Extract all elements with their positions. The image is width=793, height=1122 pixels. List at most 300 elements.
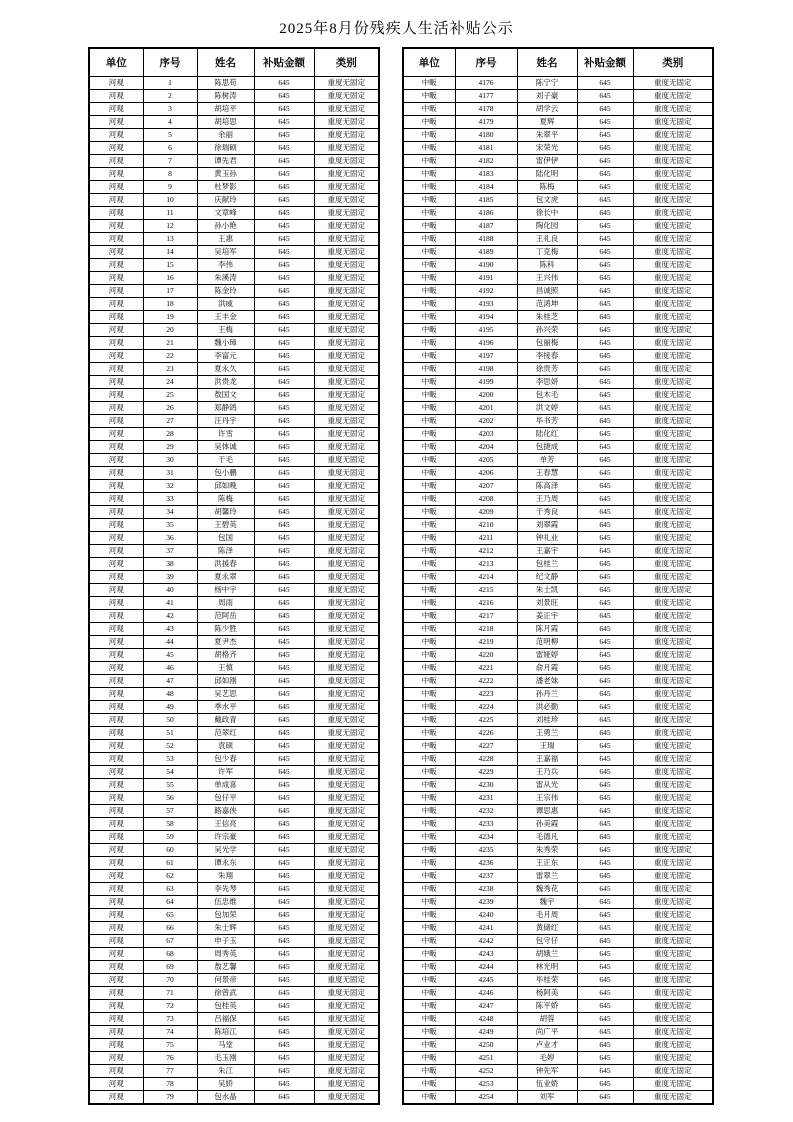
unit-cell: 中畈 bbox=[403, 1013, 455, 1026]
name-cell: 吴培军 bbox=[197, 246, 254, 259]
amount-cell: 645 bbox=[254, 337, 314, 350]
name-cell: 吴艺思 bbox=[197, 688, 254, 701]
category-cell: 重度无固定 bbox=[633, 935, 713, 948]
serial-cell: 4228 bbox=[455, 753, 517, 766]
name-cell: 洪文婷 bbox=[517, 402, 577, 415]
amount-cell: 645 bbox=[254, 116, 314, 129]
table-row bbox=[89, 1013, 379, 1026]
serial-cell: 21 bbox=[143, 337, 197, 350]
unit-cell: 中畈 bbox=[403, 766, 455, 779]
name-cell: 陈树涛 bbox=[197, 90, 254, 103]
serial-cell: 33 bbox=[143, 493, 197, 506]
amount-cell: 645 bbox=[577, 987, 633, 1000]
category-cell: 重度无固定 bbox=[314, 428, 379, 441]
unit-cell: 中畈 bbox=[403, 675, 455, 688]
amount-cell: 645 bbox=[254, 376, 314, 389]
table-row bbox=[403, 818, 713, 831]
unit-cell: 中畈 bbox=[403, 922, 455, 935]
name-cell: 朱桂芝 bbox=[517, 311, 577, 324]
serial-cell: 4180 bbox=[455, 129, 517, 142]
amount-cell: 645 bbox=[577, 1065, 633, 1078]
serial-cell: 67 bbox=[143, 935, 197, 948]
serial-cell: 4246 bbox=[455, 987, 517, 1000]
serial-cell: 4208 bbox=[455, 493, 517, 506]
table-row bbox=[89, 129, 379, 142]
table-row bbox=[403, 363, 713, 376]
category-cell: 重度无固定 bbox=[314, 896, 379, 909]
name-cell: 洪必勤 bbox=[517, 701, 577, 714]
table-row bbox=[89, 987, 379, 1000]
category-cell: 重度无固定 bbox=[633, 337, 713, 350]
amount-cell: 645 bbox=[254, 259, 314, 272]
table-row bbox=[403, 402, 713, 415]
amount-cell: 645 bbox=[254, 558, 314, 571]
amount-cell: 645 bbox=[254, 467, 314, 480]
serial-cell: 4223 bbox=[455, 688, 517, 701]
unit-cell: 河观 bbox=[89, 688, 143, 701]
amount-cell: 645 bbox=[254, 948, 314, 961]
table-row bbox=[403, 155, 713, 168]
serial-cell: 39 bbox=[143, 571, 197, 584]
unit-cell: 河观 bbox=[89, 493, 143, 506]
unit-cell: 河观 bbox=[89, 181, 143, 194]
name-cell: 邱如晚 bbox=[197, 480, 254, 493]
table-row bbox=[89, 181, 379, 194]
category-cell: 重度无固定 bbox=[633, 740, 713, 753]
serial-cell: 4250 bbox=[455, 1039, 517, 1052]
serial-cell: 4220 bbox=[455, 649, 517, 662]
table-row bbox=[89, 233, 379, 246]
name-cell: 胡培平 bbox=[197, 103, 254, 116]
category-cell: 重度无固定 bbox=[633, 77, 713, 90]
category-cell: 重度无固定 bbox=[633, 493, 713, 506]
serial-cell: 4237 bbox=[455, 870, 517, 883]
amount-cell: 645 bbox=[577, 636, 633, 649]
name-cell: 袁硕 bbox=[197, 740, 254, 753]
column-header: 单位 bbox=[89, 48, 143, 77]
category-cell: 重度无固定 bbox=[633, 415, 713, 428]
category-cell: 重度无固定 bbox=[633, 844, 713, 857]
name-cell: 王碧英 bbox=[197, 519, 254, 532]
table-row bbox=[89, 1078, 379, 1091]
name-cell: 毛德凡 bbox=[517, 831, 577, 844]
serial-cell: 17 bbox=[143, 285, 197, 298]
unit-cell: 河观 bbox=[89, 142, 143, 155]
table-row bbox=[403, 1013, 713, 1026]
serial-cell: 4241 bbox=[455, 922, 517, 935]
unit-cell: 河观 bbox=[89, 194, 143, 207]
unit-cell: 中畈 bbox=[403, 272, 455, 285]
name-cell: 洪援春 bbox=[197, 558, 254, 571]
unit-cell: 河观 bbox=[89, 1013, 143, 1026]
unit-cell: 中畈 bbox=[403, 493, 455, 506]
name-cell: 洪贵龙 bbox=[197, 376, 254, 389]
name-cell: 包丽梅 bbox=[517, 337, 577, 350]
category-cell: 重度无固定 bbox=[314, 155, 379, 168]
amount-cell: 645 bbox=[577, 519, 633, 532]
name-cell: 孙小艳 bbox=[197, 220, 254, 233]
serial-cell: 61 bbox=[143, 857, 197, 870]
table-row bbox=[403, 545, 713, 558]
amount-cell: 645 bbox=[254, 870, 314, 883]
serial-cell: 4213 bbox=[455, 558, 517, 571]
table-row bbox=[89, 441, 379, 454]
name-cell: 包少春 bbox=[197, 753, 254, 766]
serial-cell: 30 bbox=[143, 454, 197, 467]
amount-cell: 645 bbox=[577, 779, 633, 792]
serial-cell: 4227 bbox=[455, 740, 517, 753]
amount-cell: 645 bbox=[577, 571, 633, 584]
name-cell: 杨阿美 bbox=[517, 987, 577, 1000]
unit-cell: 中畈 bbox=[403, 480, 455, 493]
amount-cell: 645 bbox=[577, 1039, 633, 1052]
amount-cell: 645 bbox=[577, 1000, 633, 1013]
serial-cell: 4194 bbox=[455, 311, 517, 324]
serial-cell: 4181 bbox=[455, 142, 517, 155]
name-cell: 朱秀荣 bbox=[517, 844, 577, 857]
table-row bbox=[403, 909, 713, 922]
table-row bbox=[89, 883, 379, 896]
category-cell: 重度无固定 bbox=[633, 766, 713, 779]
name-cell: 季水平 bbox=[197, 701, 254, 714]
unit-cell: 河观 bbox=[89, 415, 143, 428]
name-cell: 周秀英 bbox=[197, 948, 254, 961]
unit-cell: 中畈 bbox=[403, 311, 455, 324]
name-cell: 于毛 bbox=[197, 454, 254, 467]
unit-cell: 河观 bbox=[89, 1091, 143, 1105]
table-body-left bbox=[89, 77, 379, 1105]
column-header: 序号 bbox=[455, 48, 517, 77]
amount-cell: 645 bbox=[577, 1013, 633, 1026]
category-cell: 重度无固定 bbox=[314, 1026, 379, 1039]
amount-cell: 645 bbox=[577, 285, 633, 298]
name-cell: 朱翠平 bbox=[517, 129, 577, 142]
amount-cell: 645 bbox=[254, 441, 314, 454]
amount-cell: 645 bbox=[577, 558, 633, 571]
column-header: 补贴金额 bbox=[254, 48, 314, 77]
amount-cell: 645 bbox=[254, 220, 314, 233]
category-cell: 重度无固定 bbox=[314, 272, 379, 285]
amount-cell: 645 bbox=[254, 415, 314, 428]
category-cell: 重度无固定 bbox=[314, 961, 379, 974]
table-row bbox=[403, 857, 713, 870]
table-row bbox=[89, 922, 379, 935]
unit-cell: 中畈 bbox=[403, 857, 455, 870]
table-row bbox=[403, 324, 713, 337]
unit-cell: 河观 bbox=[89, 441, 143, 454]
serial-cell: 50 bbox=[143, 714, 197, 727]
name-cell: 毕书芳 bbox=[517, 415, 577, 428]
category-cell: 重度无固定 bbox=[633, 779, 713, 792]
name-cell: 李先琴 bbox=[197, 883, 254, 896]
serial-cell: 4187 bbox=[455, 220, 517, 233]
serial-cell: 4234 bbox=[455, 831, 517, 844]
amount-cell: 645 bbox=[577, 740, 633, 753]
serial-cell: 1 bbox=[143, 77, 197, 90]
category-cell: 重度无固定 bbox=[633, 246, 713, 259]
serial-cell: 4251 bbox=[455, 1052, 517, 1065]
serial-cell: 4212 bbox=[455, 545, 517, 558]
name-cell: 许宗豪 bbox=[197, 831, 254, 844]
table-row bbox=[89, 376, 379, 389]
table-row bbox=[89, 974, 379, 987]
category-cell: 重度无固定 bbox=[633, 675, 713, 688]
table-row bbox=[403, 701, 713, 714]
unit-cell: 中畈 bbox=[403, 662, 455, 675]
name-cell: 谭永东 bbox=[197, 857, 254, 870]
table-row bbox=[403, 519, 713, 532]
name-cell: 王嘉福 bbox=[517, 753, 577, 766]
category-cell: 重度无固定 bbox=[633, 870, 713, 883]
amount-cell: 645 bbox=[254, 519, 314, 532]
amount-cell: 645 bbox=[254, 779, 314, 792]
unit-cell: 河观 bbox=[89, 753, 143, 766]
serial-cell: 27 bbox=[143, 415, 197, 428]
amount-cell: 645 bbox=[577, 142, 633, 155]
amount-cell: 645 bbox=[577, 610, 633, 623]
amount-cell: 645 bbox=[577, 103, 633, 116]
name-cell: 陈平娇 bbox=[517, 1000, 577, 1013]
table-row bbox=[403, 597, 713, 610]
serial-cell: 56 bbox=[143, 792, 197, 805]
unit-cell: 中畈 bbox=[403, 558, 455, 571]
category-cell: 重度无固定 bbox=[314, 701, 379, 714]
table-row bbox=[403, 1052, 713, 1065]
serial-cell: 76 bbox=[143, 1052, 197, 1065]
table-row bbox=[403, 649, 713, 662]
table-row bbox=[89, 558, 379, 571]
unit-cell: 河观 bbox=[89, 844, 143, 857]
category-cell: 重度无固定 bbox=[314, 454, 379, 467]
table-row bbox=[89, 545, 379, 558]
name-cell: 朱溪涛 bbox=[197, 272, 254, 285]
serial-cell: 5 bbox=[143, 129, 197, 142]
category-cell: 重度无固定 bbox=[314, 1091, 379, 1105]
unit-cell: 河观 bbox=[89, 298, 143, 311]
serial-cell: 4240 bbox=[455, 909, 517, 922]
unit-cell: 河观 bbox=[89, 636, 143, 649]
unit-cell: 河观 bbox=[89, 766, 143, 779]
table-row bbox=[403, 506, 713, 519]
name-cell: 朱翔 bbox=[197, 870, 254, 883]
unit-cell: 中畈 bbox=[403, 597, 455, 610]
table-row bbox=[403, 428, 713, 441]
unit-cell: 河观 bbox=[89, 1065, 143, 1078]
serial-cell: 4193 bbox=[455, 298, 517, 311]
amount-cell: 645 bbox=[254, 1000, 314, 1013]
name-cell: 林光明 bbox=[517, 961, 577, 974]
table-row bbox=[403, 610, 713, 623]
amount-cell: 645 bbox=[254, 675, 314, 688]
category-cell: 重度无固定 bbox=[314, 116, 379, 129]
serial-cell: 40 bbox=[143, 584, 197, 597]
amount-cell: 645 bbox=[577, 116, 633, 129]
serial-cell: 4245 bbox=[455, 974, 517, 987]
name-cell: 范明柳 bbox=[517, 636, 577, 649]
serial-cell: 71 bbox=[143, 987, 197, 1000]
unit-cell: 中畈 bbox=[403, 1026, 455, 1039]
name-cell: 胡格齐 bbox=[197, 649, 254, 662]
category-cell: 重度无固定 bbox=[314, 974, 379, 987]
unit-cell: 中畈 bbox=[403, 454, 455, 467]
name-cell: 魏秀花 bbox=[517, 883, 577, 896]
category-cell: 重度无固定 bbox=[633, 207, 713, 220]
serial-cell: 4235 bbox=[455, 844, 517, 857]
category-cell: 重度无固定 bbox=[314, 805, 379, 818]
unit-cell: 中畈 bbox=[403, 870, 455, 883]
category-cell: 重度无固定 bbox=[633, 480, 713, 493]
table-row bbox=[403, 493, 713, 506]
name-cell: 李伟 bbox=[197, 259, 254, 272]
amount-cell: 645 bbox=[254, 987, 314, 1000]
unit-cell: 河观 bbox=[89, 896, 143, 909]
name-cell: 王嘉宇 bbox=[517, 545, 577, 558]
table-row bbox=[403, 285, 713, 298]
category-cell: 重度无固定 bbox=[314, 623, 379, 636]
table-body-right bbox=[403, 77, 713, 1105]
serial-cell: 4239 bbox=[455, 896, 517, 909]
amount-cell: 645 bbox=[254, 1039, 314, 1052]
table-row bbox=[89, 532, 379, 545]
serial-cell: 68 bbox=[143, 948, 197, 961]
amount-cell: 645 bbox=[577, 883, 633, 896]
serial-cell: 4233 bbox=[455, 818, 517, 831]
unit-cell: 中畈 bbox=[403, 831, 455, 844]
table-row bbox=[403, 194, 713, 207]
table-row bbox=[89, 168, 379, 181]
category-cell: 重度无固定 bbox=[314, 363, 379, 376]
category-cell: 重度无固定 bbox=[633, 441, 713, 454]
table-row bbox=[403, 272, 713, 285]
table-row bbox=[89, 961, 379, 974]
amount-cell: 645 bbox=[577, 961, 633, 974]
amount-cell: 645 bbox=[577, 467, 633, 480]
category-cell: 重度无固定 bbox=[633, 259, 713, 272]
unit-cell: 中畈 bbox=[403, 441, 455, 454]
table-row bbox=[89, 766, 379, 779]
table-row bbox=[89, 363, 379, 376]
unit-cell: 河观 bbox=[89, 116, 143, 129]
table-row bbox=[89, 831, 379, 844]
table-row bbox=[403, 662, 713, 675]
unit-cell: 中畈 bbox=[403, 610, 455, 623]
category-cell: 重度无固定 bbox=[314, 324, 379, 337]
amount-cell: 645 bbox=[254, 714, 314, 727]
table-row bbox=[403, 727, 713, 740]
serial-cell: 4196 bbox=[455, 337, 517, 350]
amount-cell: 645 bbox=[577, 324, 633, 337]
category-cell: 重度无固定 bbox=[314, 142, 379, 155]
unit-cell: 河观 bbox=[89, 1000, 143, 1013]
serial-cell: 53 bbox=[143, 753, 197, 766]
serial-cell: 4191 bbox=[455, 272, 517, 285]
serial-cell: 4244 bbox=[455, 961, 517, 974]
amount-cell: 645 bbox=[577, 857, 633, 870]
category-cell: 重度无固定 bbox=[314, 233, 379, 246]
serial-cell: 64 bbox=[143, 896, 197, 909]
table-row bbox=[403, 337, 713, 350]
table-row bbox=[89, 428, 379, 441]
serial-cell: 15 bbox=[143, 259, 197, 272]
table-row bbox=[403, 896, 713, 909]
table-row bbox=[89, 1000, 379, 1013]
serial-cell: 4201 bbox=[455, 402, 517, 415]
unit-cell: 中畈 bbox=[403, 714, 455, 727]
unit-cell: 河观 bbox=[89, 220, 143, 233]
amount-cell: 645 bbox=[577, 597, 633, 610]
table-row bbox=[403, 1026, 713, 1039]
unit-cell: 河观 bbox=[89, 168, 143, 181]
serial-cell: 4226 bbox=[455, 727, 517, 740]
serial-cell: 4252 bbox=[455, 1065, 517, 1078]
category-cell: 重度无固定 bbox=[633, 922, 713, 935]
name-cell: 胡培思 bbox=[197, 116, 254, 129]
unit-cell: 河观 bbox=[89, 467, 143, 480]
name-cell: 王兴伟 bbox=[517, 272, 577, 285]
amount-cell: 645 bbox=[577, 428, 633, 441]
unit-cell: 河观 bbox=[89, 350, 143, 363]
category-cell: 重度无固定 bbox=[314, 298, 379, 311]
category-cell: 重度无固定 bbox=[633, 194, 713, 207]
unit-cell: 中畈 bbox=[403, 129, 455, 142]
amount-cell: 645 bbox=[254, 311, 314, 324]
unit-cell: 河观 bbox=[89, 649, 143, 662]
serial-cell: 4199 bbox=[455, 376, 517, 389]
amount-cell: 645 bbox=[577, 1091, 633, 1105]
serial-cell: 29 bbox=[143, 441, 197, 454]
name-cell: 毕桂荣 bbox=[517, 974, 577, 987]
unit-cell: 中畈 bbox=[403, 623, 455, 636]
category-cell: 重度无固定 bbox=[633, 168, 713, 181]
unit-cell: 河观 bbox=[89, 935, 143, 948]
amount-cell: 645 bbox=[254, 688, 314, 701]
table-row bbox=[89, 77, 379, 90]
amount-cell: 645 bbox=[577, 844, 633, 857]
name-cell: 庆献玲 bbox=[197, 194, 254, 207]
category-cell: 重度无固定 bbox=[314, 714, 379, 727]
unit-cell: 中畈 bbox=[403, 90, 455, 103]
category-cell: 重度无固定 bbox=[314, 688, 379, 701]
table-row bbox=[403, 935, 713, 948]
category-cell: 重度无固定 bbox=[314, 844, 379, 857]
name-cell: 谭思惠 bbox=[517, 805, 577, 818]
amount-cell: 645 bbox=[577, 688, 633, 701]
amount-cell: 645 bbox=[254, 922, 314, 935]
amount-cell: 645 bbox=[254, 792, 314, 805]
serial-cell: 37 bbox=[143, 545, 197, 558]
unit-cell: 河观 bbox=[89, 727, 143, 740]
serial-cell: 25 bbox=[143, 389, 197, 402]
unit-cell: 河观 bbox=[89, 610, 143, 623]
unit-cell: 中畈 bbox=[403, 1039, 455, 1052]
amount-cell: 645 bbox=[254, 831, 314, 844]
amount-cell: 645 bbox=[254, 194, 314, 207]
serial-cell: 60 bbox=[143, 844, 197, 857]
amount-cell: 645 bbox=[254, 155, 314, 168]
amount-cell: 645 bbox=[254, 142, 314, 155]
category-cell: 重度无固定 bbox=[633, 714, 713, 727]
serial-cell: 4190 bbox=[455, 259, 517, 272]
amount-cell: 645 bbox=[577, 493, 633, 506]
serial-cell: 4179 bbox=[455, 116, 517, 129]
category-cell: 重度无固定 bbox=[314, 129, 379, 142]
amount-cell: 645 bbox=[577, 584, 633, 597]
amount-cell: 645 bbox=[577, 220, 633, 233]
category-cell: 重度无固定 bbox=[633, 389, 713, 402]
table-row bbox=[403, 1039, 713, 1052]
unit-cell: 河观 bbox=[89, 701, 143, 714]
unit-cell: 河观 bbox=[89, 129, 143, 142]
